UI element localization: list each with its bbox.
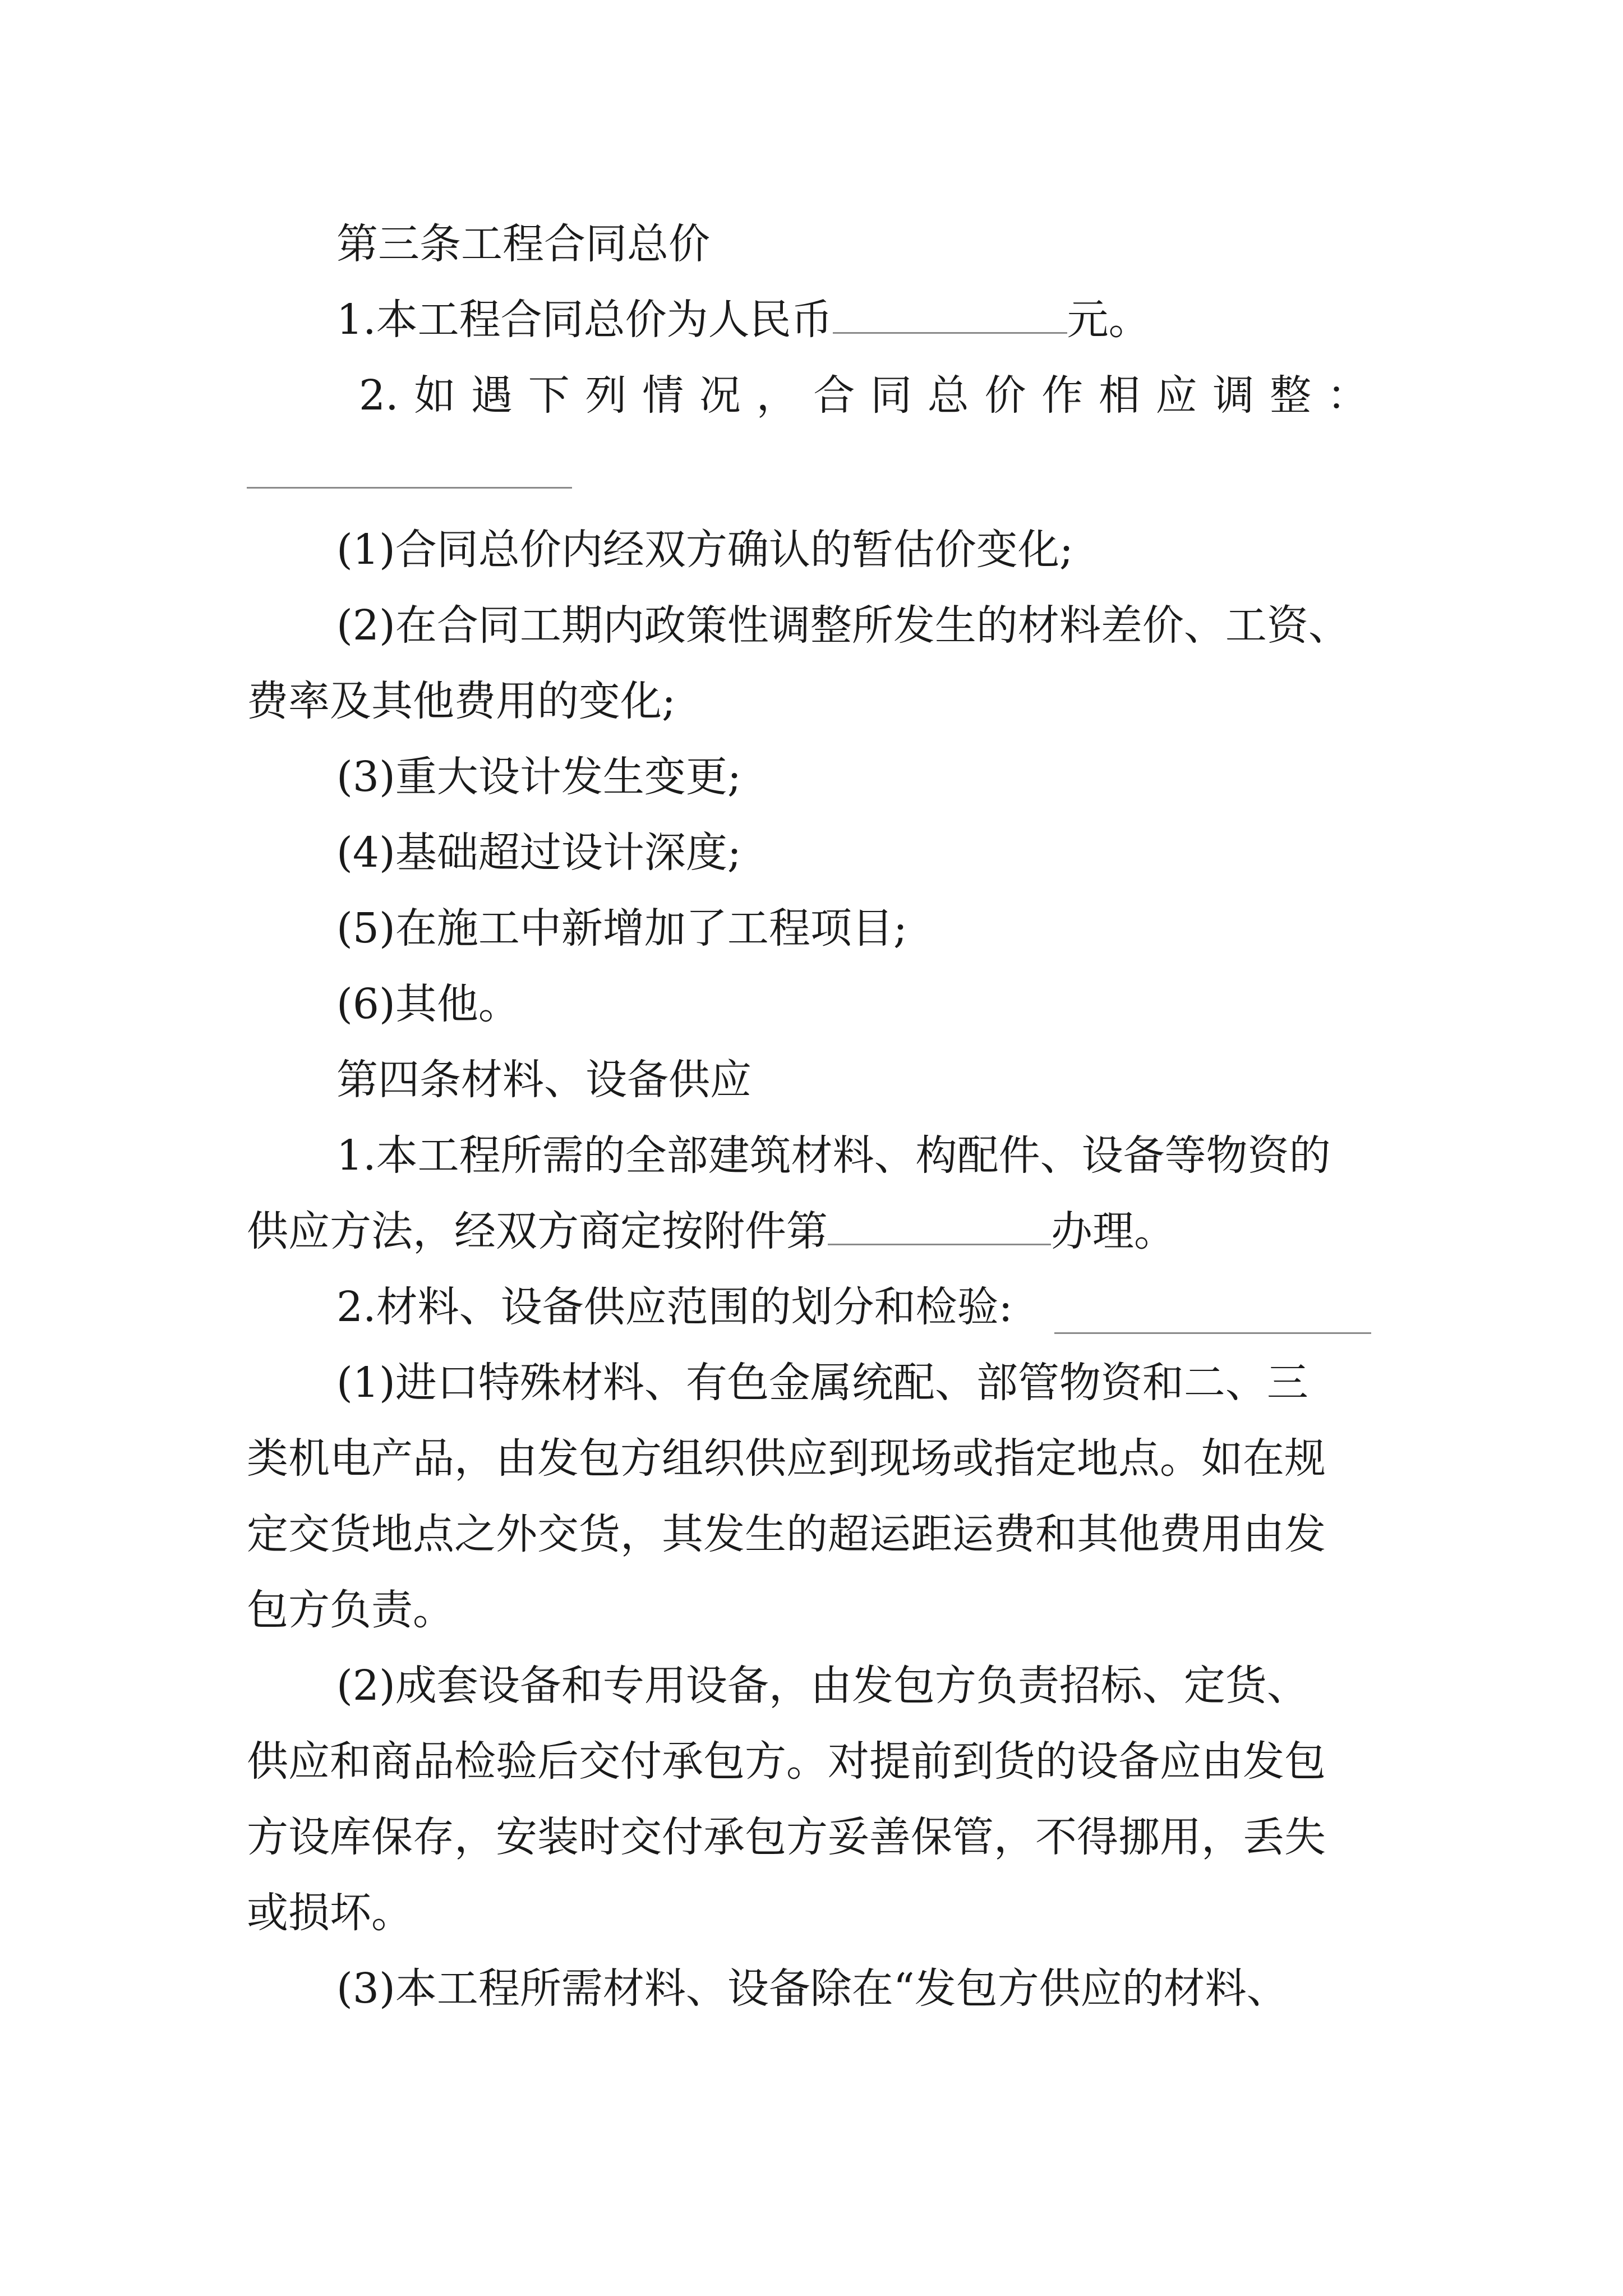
- article-4-sub-2-line-3: 方设库保存，安装时交付承包方妥善保管，不得挪用，丢失: [247, 1813, 1326, 1861]
- article-4-sub-1-line-3: 定交货地点之外交货，其发生的超运距运费和其他费用由发: [247, 1510, 1326, 1558]
- article-3-item-2: [359, 367, 1368, 424]
- article-4-item-2-text: 2.材料、设备供应范围的划分和检验:: [336, 1283, 1013, 1331]
- article-3-item-2-char: 列: [585, 371, 627, 420]
- article-4-item-1-suffix: 办理。: [1051, 1207, 1175, 1255]
- article-3-sub-2-line-1: (2)在合同工期内政策性调整所发生的材料差价、工资、: [336, 601, 1350, 650]
- article-3-item-1: [336, 292, 1150, 348]
- article-3-item-2-char: 遇: [471, 371, 513, 420]
- article-3-title: 第三条工程合同总价: [336, 220, 710, 268]
- article-4-sub-1-line-2: 类机电产品，由发包方组织供应到现场或指定地点。如在规: [247, 1434, 1326, 1483]
- article-3-item-2-char: 下: [528, 371, 570, 420]
- article-4-item-1-line-2: [247, 1203, 1175, 1259]
- article-3-item-2-char: 相: [1098, 371, 1140, 420]
- article-3-item-2-char: 应: [1155, 371, 1197, 420]
- article-3-sub-4: (4)基础超过设计深度;: [336, 829, 741, 877]
- article-3-item-2-char: 情: [642, 371, 684, 420]
- article-4-sub-3-line-1: (3)本工程所需材料、设备除在“发包方供应的材料、: [336, 1964, 1288, 2013]
- article-3-item-2-char: 作: [1041, 371, 1083, 420]
- article-4-sub-1-line-4: 包方负责。: [247, 1586, 454, 1634]
- article-3-sub-6: (6)其他。: [336, 980, 520, 1028]
- article-3-item-2-char: 调: [1212, 371, 1255, 420]
- article-4-item-2: [336, 1279, 1013, 1335]
- adjustment-blank-line: [247, 487, 572, 489]
- article-3-item-2-char: 如: [414, 371, 456, 420]
- article-3-item-2-char: 况: [699, 371, 741, 420]
- article-3-item-2-char: 整: [1270, 371, 1312, 420]
- annex-number-blank: [828, 1204, 1051, 1245]
- article-4-sub-2-line-4: 或损坏。: [247, 1889, 413, 1937]
- supply-scope-blank-line: [1054, 1332, 1371, 1334]
- total-price-blank: [833, 293, 1067, 334]
- article-4-item-1-prefix: 供应方法，经双方商定按附件第: [247, 1207, 828, 1255]
- article-4-sub-2-line-2: 供应和商品检验后交付承包方。对提前到货的设备应由发包: [247, 1737, 1326, 1786]
- article-4-sub-1-line-1: (1)进口特殊材料、有色金属统配、部管物资和二、三: [336, 1359, 1308, 1407]
- article-3-item-2-char: ：: [1326, 371, 1368, 420]
- article-3-item-1-suffix: 元。: [1067, 296, 1150, 344]
- article-3-sub-1: (1)合同总价内经双方确认的暂估价变化;: [336, 526, 1073, 574]
- article-3-item-2-char: 总: [927, 371, 969, 420]
- article-3-sub-2-line-2: 费率及其他费用的变化;: [247, 677, 676, 725]
- article-4-sub-2-line-1: (2)成套设备和专用设备，由发包方负责招标、定货、: [336, 1662, 1308, 1710]
- article-4-title: 第四条材料、设备供应: [336, 1056, 751, 1104]
- article-3-sub-5: (5)在施工中新增加了工程项目;: [336, 904, 907, 953]
- article-3-item-2-char: 2.: [359, 371, 399, 420]
- article-3-item-2-char: 合: [813, 371, 855, 420]
- article-3-item-2-char: 同: [870, 371, 912, 420]
- article-3-item-1-prefix: 1.本工程合同总价为人民币: [336, 296, 833, 344]
- article-4-item-1-line-1: 1.本工程所需的全部建筑材料、构配件、设备等物资的: [336, 1131, 1331, 1180]
- article-3-item-2-char: 价: [984, 371, 1026, 420]
- article-3-sub-3: (3)重大设计发生变更;: [336, 753, 741, 801]
- article-3-item-2-char: ，: [756, 371, 798, 420]
